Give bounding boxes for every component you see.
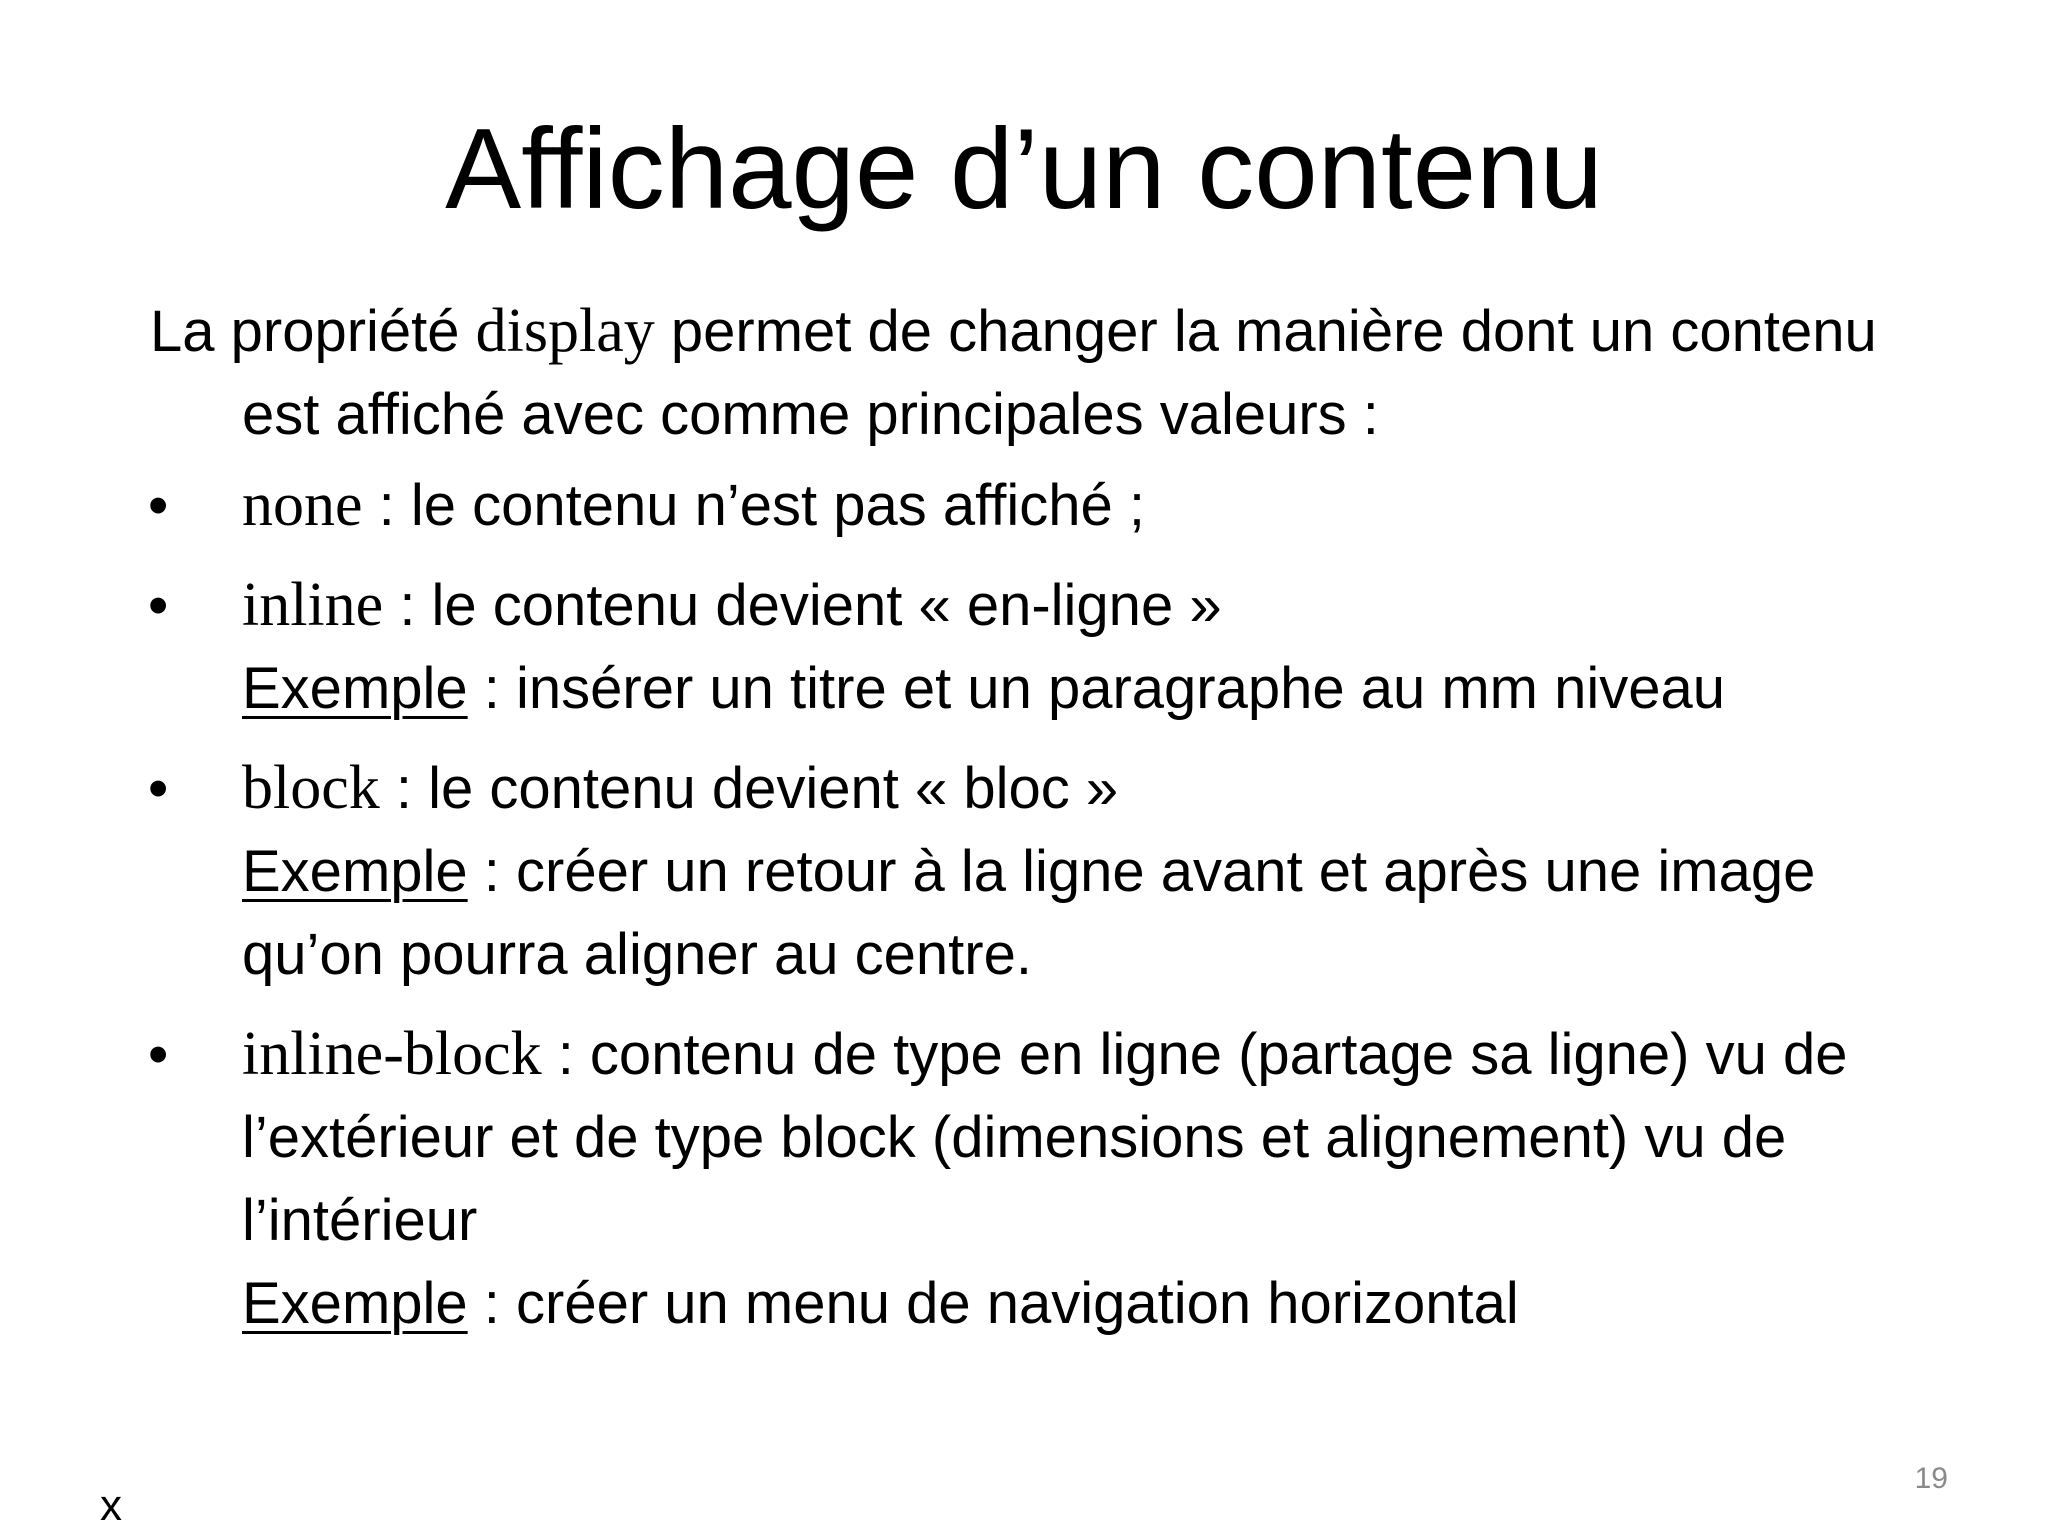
example-text-block: : créer un retour à la ligne avant et après une image qu’on pourra aligner au centre. (242, 839, 1816, 987)
keyword-inline: inline (242, 571, 384, 639)
example-inline-block (242, 1262, 1970, 1345)
slide-title: Affichage d’un contenu (445, 106, 1603, 233)
bullet-list (150, 464, 1970, 1345)
slide-body (150, 290, 1970, 1362)
keyword-block: block (242, 754, 380, 822)
example-block (242, 839, 1815, 987)
bullet-item-block (150, 747, 1970, 996)
bullet-dot-icon: • (148, 756, 169, 821)
intro-paragraph (150, 290, 1970, 456)
bullet-item-inline (150, 564, 1970, 730)
example-text-inline: : insérer un titre et un paragraphe au mm niveau (467, 656, 1726, 721)
bullet-dot-icon: • (148, 1022, 169, 1087)
desc-block: : le contenu devient « bloc » (379, 756, 1119, 821)
intro-keyword-display: display (475, 297, 655, 365)
example-inline (242, 647, 1970, 730)
example-text-inline-block: : créer un menu de navigation horizontal (467, 1271, 1519, 1336)
desc-none: : le contenu n’est pas affiché ; (362, 473, 1145, 538)
bullet-item-inline-block (150, 1013, 1970, 1345)
line-block-desc (242, 747, 1970, 830)
line-inline-block-desc (242, 1013, 1970, 1262)
keyword-none: none (242, 471, 363, 539)
desc-inline-block: : contenu de type en ligne (partage sa ligne) vu de l’extérieur et de type block (dimensions et alignement) vu de l’intérieur (242, 1022, 1848, 1253)
bullet-item-none (150, 464, 1970, 547)
line-inline-desc (242, 564, 1970, 647)
example-label: Exemple (242, 656, 468, 721)
example-label: Exemple (242, 1271, 468, 1336)
intro-text-after: permet de changer la manière dont un contenu est affiché avec comme principales valeurs : (242, 299, 1877, 447)
example-label: Exemple (242, 839, 468, 904)
keyword-inline-block: inline-block (242, 1020, 542, 1088)
intro-text-before: La propriété (150, 299, 476, 364)
desc-inline: : le contenu devient « en-ligne » (383, 573, 1222, 638)
corner-mark: x (100, 1481, 122, 1530)
bullet-dot-icon: • (148, 473, 169, 538)
bullet-dot-icon: • (148, 573, 169, 638)
page-number: 19 (1914, 1462, 1948, 1495)
